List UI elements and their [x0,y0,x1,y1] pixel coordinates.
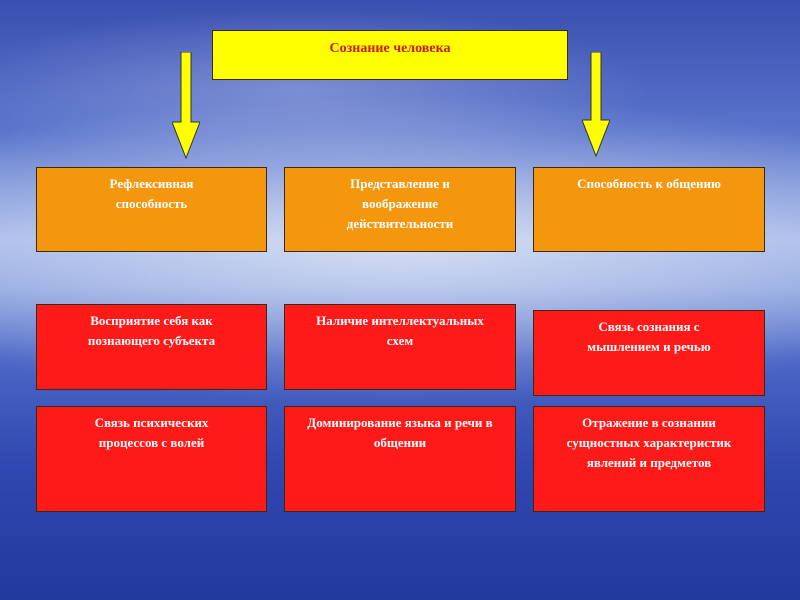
intellectual-schemes-text: Наличие интеллектуальных схем [316,313,484,348]
consciousness-thinking-text: Связь сознания с мышлением и речью [587,319,711,354]
will-link-text: Связь психических процессов с волей [94,415,209,450]
language-dominance-box [284,406,516,512]
title-box [212,30,568,80]
right-down-arrow-icon [582,52,610,158]
communication-ability-text: Способность к общению [577,176,721,191]
left-down-arrow-icon [172,52,200,160]
consciousness-thinking-box [533,310,765,396]
language-dominance-text: Доминирование языка и речи в общении [307,415,493,450]
reflection-box [533,406,765,512]
representation-box [284,167,516,252]
intellectual-schemes-box [284,304,516,390]
will-link-box [36,406,267,512]
title-text: Сознание человека [329,41,451,56]
representation-text: Представление и воображение действительности [346,176,454,231]
reflection-text: Отражение в сознании сущностных характеристик явлений и предметов [566,415,732,470]
reflexive-ability-text: Рефлексивная способность [109,176,194,211]
self-perception-box [36,304,267,390]
reflexive-ability-box [36,167,267,252]
communication-ability-box [533,167,765,252]
self-perception-text: Восприятие себя как познающего субъекта [87,313,216,348]
